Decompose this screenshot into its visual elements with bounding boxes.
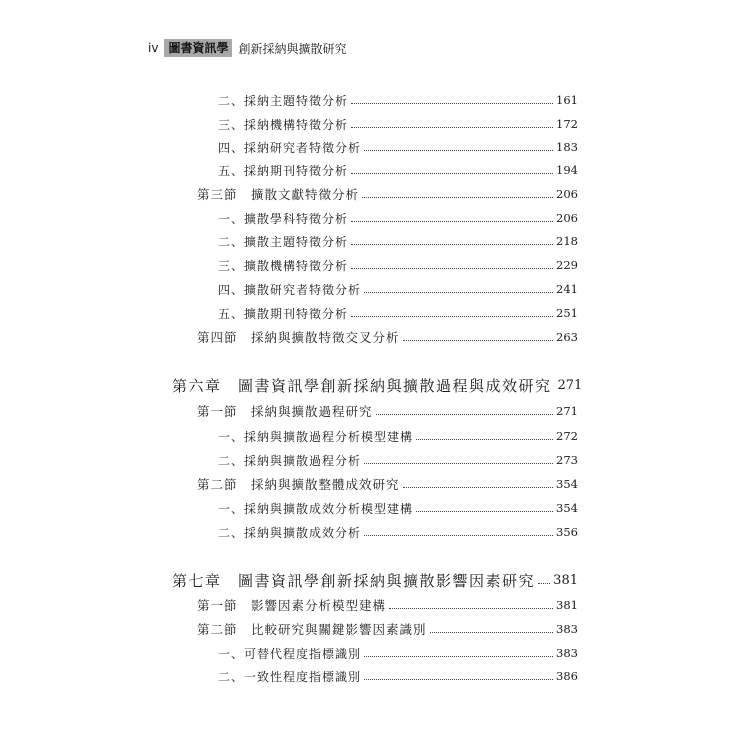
toc-entry-page: 251 [556, 306, 578, 320]
toc-leader [538, 582, 550, 584]
toc-entry [218, 257, 578, 273]
toc-leader [351, 220, 553, 222]
toc-entry-title: 二、採納與擴散成效分析 [218, 525, 362, 540]
toc-entry [218, 452, 578, 468]
toc-leader [351, 243, 553, 245]
toc-leader [389, 607, 553, 609]
toc-entry-page: 229 [556, 258, 578, 272]
toc-entry-title: 五、擴散期刊特徵分析 [218, 306, 349, 321]
toc-entry-page: 183 [556, 140, 578, 154]
toc-leader [351, 102, 553, 104]
toc-entry-title: 第一節 影響因素分析模型建構 [197, 598, 387, 613]
toc-entry [197, 329, 578, 345]
toc-leader [364, 291, 553, 293]
toc-entry-title: 三、採納機構特徵分析 [218, 117, 349, 132]
toc-entry-title: 第四節 採納與擴散特徵交叉分析 [197, 330, 400, 345]
toc-entry [218, 281, 578, 297]
toc-entry-page: 354 [556, 501, 578, 515]
toc-entry-title: 二、一致性程度指標識別 [218, 669, 362, 684]
toc-entry-title: 第三節 擴散文獻特徵分析 [197, 187, 360, 202]
toc-chapter-title: 第七章 圖書資訊學創新採納與擴散影響因素研究 [172, 571, 536, 590]
toc-entry-page: 218 [556, 234, 578, 248]
toc-entry-page: 206 [556, 187, 578, 201]
toc-leader [364, 149, 553, 151]
book-title-tag: 圖書資訊學 [164, 39, 232, 57]
toc-entry-title: 五、採納期刊特徵分析 [218, 163, 349, 178]
toc-chapter [172, 570, 578, 590]
toc-leader [403, 339, 554, 341]
toc-entry-page: 381 [556, 598, 578, 612]
toc-leader [416, 510, 553, 512]
toc-chapter [172, 375, 583, 395]
toc-entry [218, 668, 578, 684]
toc-entry-page: 383 [556, 646, 578, 660]
toc-entry-title: 一、採納與擴散成效分析模型建構 [218, 501, 414, 516]
toc-leader [351, 315, 553, 317]
toc-entry [218, 139, 578, 155]
toc-entry-page: 271 [556, 404, 578, 418]
toc-entry [218, 116, 578, 132]
toc-entry [218, 428, 578, 444]
running-header [148, 38, 346, 58]
page-number: iv [148, 41, 159, 55]
toc-entry [218, 305, 578, 321]
toc-entry-page: 383 [556, 622, 578, 636]
toc-entry [197, 597, 578, 613]
toc-entry [218, 233, 578, 249]
toc-chapter-title: 第六章 圖書資訊學創新採納與擴散過程與成效研究 [172, 376, 552, 395]
toc-entry-page: 356 [556, 525, 578, 539]
toc-entry-title: 一、擴散學科特徵分析 [218, 211, 349, 226]
toc-leader [403, 486, 554, 488]
toc-entry [218, 645, 578, 661]
toc-leader [364, 534, 553, 536]
toc-leader [376, 413, 554, 415]
toc-entry-title: 第一節 採納與擴散過程研究 [197, 404, 373, 419]
toc-entry-page: 386 [556, 669, 578, 683]
toc-entry-page: 272 [556, 429, 578, 443]
toc-entry-page: 161 [556, 93, 578, 107]
toc-entry [197, 186, 578, 202]
toc-entry [218, 524, 578, 540]
toc-entry-page: 273 [556, 453, 578, 467]
toc-leader [351, 126, 553, 128]
toc-entry-page: 194 [556, 163, 578, 177]
toc-entry-title: 四、採納研究者特徵分析 [218, 140, 362, 155]
toc-chapter-page: 381 [553, 572, 578, 588]
toc-entry [218, 92, 578, 108]
toc-entry-title: 二、採納與擴散過程分析 [218, 453, 362, 468]
toc-entry [218, 210, 578, 226]
toc-leader [364, 678, 553, 680]
toc-entry [197, 403, 578, 419]
toc-leader [430, 631, 554, 633]
toc-entry-title: 第二節 比較研究與關鍵影響因素識別 [197, 622, 427, 637]
toc-entry [197, 476, 578, 492]
toc-entry-title: 一、採納與擴散過程分析模型建構 [218, 429, 414, 444]
toc-leader [351, 267, 553, 269]
toc-entry-title: 四、擴散研究者特徵分析 [218, 282, 362, 297]
toc-leader [364, 655, 553, 657]
toc-entry-page: 354 [556, 477, 578, 491]
toc-entry-title: 第二節 採納與擴散整體成效研究 [197, 477, 400, 492]
toc-entry-title: 一、可替代程度指標識別 [218, 646, 362, 661]
toc-entry-page: 241 [556, 282, 578, 296]
toc-leader [416, 438, 553, 440]
toc-entry-page: 172 [556, 117, 578, 131]
toc-leader [364, 462, 553, 464]
running-title: 創新採納與擴散研究 [238, 41, 347, 56]
toc-chapter-page: 271 [557, 377, 583, 393]
toc-leader [351, 172, 553, 174]
toc-entry-title: 二、採納主題特徵分析 [218, 93, 349, 108]
toc-entry-title: 二、擴散主題特徵分析 [218, 234, 349, 249]
toc-entry-page: 206 [556, 211, 578, 225]
toc-entry-title: 三、擴散機構特徵分析 [218, 258, 349, 273]
toc-entry [218, 500, 578, 516]
toc-entry [197, 621, 578, 637]
toc-leader [362, 196, 553, 198]
toc-entry-page: 263 [556, 330, 578, 344]
toc-entry [218, 162, 578, 178]
